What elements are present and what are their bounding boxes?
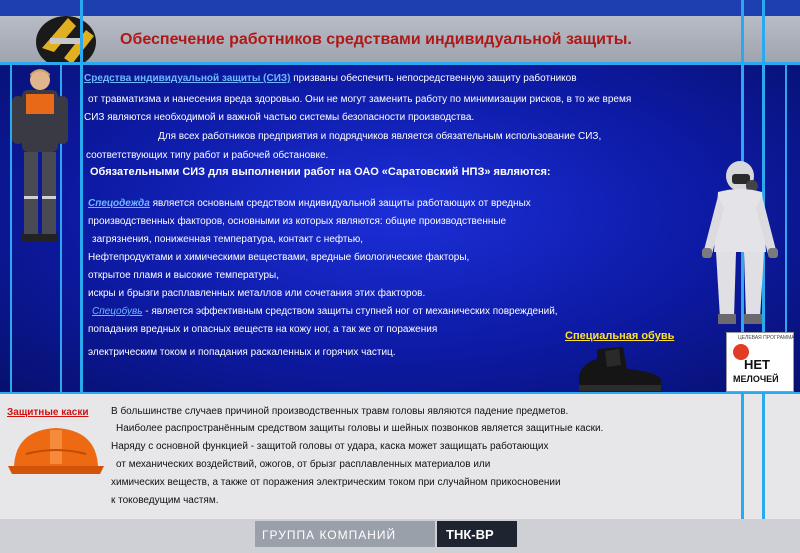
workwear-line-5: открытое пламя и высокие температуры, [88, 270, 280, 281]
badge-small-text: ЦЕЛЕВАЯ ПРОГРАММА [738, 335, 795, 341]
footwear-line-3: электрическим током и попадания раскаленных и горячих частиц. [88, 347, 396, 358]
footer-brand-text: ТНК-ВР [446, 527, 494, 542]
workwear-line-1: Спецодежда является основным средством индивидуальной защиты работающих от вредных [88, 198, 531, 209]
badge-melochey-text: МЕЛОЧЕЙ [733, 374, 779, 384]
siz-link[interactable]: Средства индивидуальной защиты (СИЗ) [84, 73, 291, 84]
helmet-label: Защитные каски [7, 407, 89, 418]
intro-line-5: соответствующих типу работ и рабочей обстановке. [86, 150, 329, 161]
section-heading: Обязательными СИЗ для выполнении работ на ОАО «Саратовский НПЗ» являются: [90, 166, 551, 178]
decor-line [762, 394, 765, 519]
footwear-line-1: Спецобувь - является эффективным средством защиты ступней ног от механических повреждений, [92, 306, 558, 317]
workwear-line-4: Нефтепродуктами и химическими веществами, вредные биологические факторы, [88, 252, 470, 263]
decor-line [0, 62, 800, 65]
helmet-image [6, 424, 106, 480]
helmet-line-5: химических веществ, а также от поражения электрическим током при случайном прикосновении [111, 477, 561, 488]
intro-line-2: от травматизма и нанесения вреда здоровью. Они не могут заменить работу по минимизации рисков, в то же время [88, 94, 632, 105]
decor-line [741, 394, 744, 519]
helmet-line-4: от механических воздействий, ожогов, от брызг расплавленных материалов или [116, 459, 491, 470]
intro-line-3: СИЗ являются необходимой и важной частью системы безопасности производства. [84, 112, 475, 123]
workwear-line-6: искры и брызги расплавленных металлов или сочетания этих факторов. [88, 288, 426, 299]
helmet-line-6: к токоведущим частям. [111, 495, 219, 506]
workwear-link[interactable]: Спецодежда [88, 198, 150, 209]
worker-image [4, 66, 76, 244]
boot-image [575, 345, 665, 393]
helmet-line-2: Наиболее распространённым средством защиты головы и шейных позвонков является защитные каски. [116, 423, 604, 434]
workwear-line-3: загрязнения, пониженная температура, контакт с нефтью, [92, 234, 363, 245]
top-band [0, 0, 800, 16]
helmet-line-3: Наряду с основной функцией - защитой головы от удара, каска может защищать работающих [111, 441, 549, 452]
intro-line-4: Для всех работников предприятия и подрядчиков является обязательным использование СИЗ, [158, 131, 602, 142]
workwear-line-2: производственных факторов, основными из которых являются: общие производственные [88, 216, 507, 227]
protective-suit-image [700, 160, 780, 328]
footer-group-text: ГРУППА КОМПАНИЙ [262, 528, 397, 542]
footwear-line-2: попадания вредных и опасных веществ на кожу ног, а так же от поражения [88, 324, 438, 335]
footwear-label: Специальная обувь [565, 330, 675, 342]
page-title: Обеспечение работников средствами индивидуальной защиты. [120, 31, 632, 48]
intro-line-1: Средства индивидуальной защиты (СИЗ) призваны обеспечить непосредственную защиту работников [84, 73, 577, 84]
helmet-line-1: В большинстве случаев причиной производственных травм головы являются падение предметов. [111, 406, 569, 417]
footwear-link[interactable]: Спецобувь [92, 306, 143, 317]
badge-net-text: НЕТ [744, 357, 770, 372]
